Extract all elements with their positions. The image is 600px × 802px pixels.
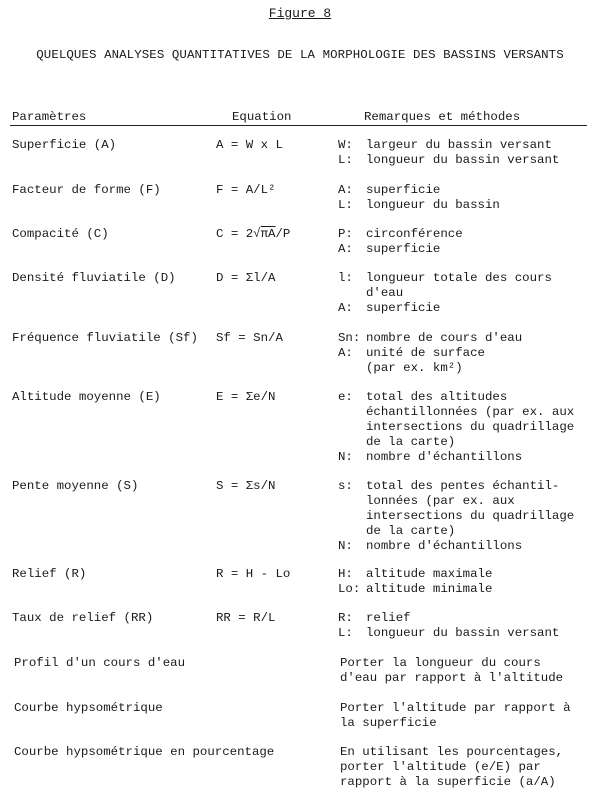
remark-text: longueur du bassin versant: [366, 626, 560, 640]
remark-text: unité de surface (par ex. km²): [366, 346, 485, 375]
remark-text: circonférence: [366, 227, 463, 241]
remark-symbol: L:: [338, 198, 353, 212]
parameter-name: Altitude moyenne (E): [12, 390, 161, 404]
remark-symbol: A:: [338, 183, 353, 197]
equation: C = 2√πA/P: [216, 227, 291, 241]
method-text: Porter la longueur du cours d'eau par rapport à l'altitude: [340, 656, 564, 685]
remark-text: longueur totale des cours d'eau: [366, 271, 552, 300]
equation: S = Σs/N: [216, 479, 276, 493]
equation: Sf = Sn/A: [216, 331, 283, 345]
remark-text: largeur du bassin versant: [366, 138, 552, 152]
parameter-name: Densité fluviatile (D): [12, 271, 176, 285]
remark-symbol: A:: [338, 301, 353, 315]
page-title: QUELQUES ANALYSES QUANTITATIVES DE LA MORPHOLOGIE DES BASSINS VERSANTS: [36, 48, 564, 62]
remark-text: nombre d'échantillons: [366, 539, 523, 553]
parameter-name: Superficie (A): [12, 138, 117, 152]
remark-text: altitude maximale: [366, 567, 493, 581]
header-rule: [10, 125, 587, 126]
equation: E = Σe/N: [216, 390, 276, 404]
equation: RR = R/L: [216, 611, 276, 625]
remark-text: longueur du bassin: [366, 198, 500, 212]
remark-symbol: Sn:: [338, 331, 361, 345]
remarks: [338, 331, 588, 376]
remarks: [338, 479, 588, 554]
remarks: [338, 227, 588, 257]
remark-symbol: s:: [338, 479, 353, 493]
remarks: [338, 183, 588, 213]
remark-text: altitude minimale: [366, 582, 493, 596]
remark-symbol: e:: [338, 390, 353, 404]
remarks: [338, 390, 588, 465]
method-text: Porter l'altitude par rapport à la superficie: [340, 701, 571, 730]
remark-text: superficie: [366, 183, 441, 197]
remark-text: nombre de cours d'eau: [366, 331, 523, 345]
parameter-name: Facteur de forme (F): [12, 183, 161, 197]
parameter-name: Relief (R): [12, 567, 87, 581]
remark-symbol: Lo:: [338, 582, 361, 596]
header-parameters: Paramètres: [12, 110, 87, 124]
figure-label: Figure 8: [268, 6, 332, 21]
remark-symbol: L:: [338, 626, 353, 640]
remarks: [338, 567, 588, 597]
remark-symbol: l:: [338, 271, 353, 285]
remark-symbol: A:: [338, 346, 353, 360]
remark-symbol: W:: [338, 138, 353, 152]
remark-text: superficie: [366, 301, 441, 315]
header-equation: Equation: [232, 110, 292, 124]
equation: F = A/L²: [216, 183, 276, 197]
equation: D = Σl/A: [216, 271, 276, 285]
remark-symbol: H:: [338, 567, 353, 581]
remark-text: superficie: [366, 242, 441, 256]
method-text: En utilisant les pourcentages, porter l'altitude (e/E) par rapport à la superficie (a/A): [340, 745, 564, 789]
remark-text: relief: [366, 611, 411, 625]
remark-symbol: L:: [338, 153, 353, 167]
remark-symbol: A:: [338, 242, 353, 256]
parameter-name: Courbe hypsométrique en pourcentage: [14, 745, 275, 759]
remark-symbol: R:: [338, 611, 353, 625]
header-remarks: Remarques et méthodes: [364, 110, 521, 124]
equation: A = W x L: [216, 138, 283, 152]
remarks: [338, 271, 588, 316]
remark-text: total des altitudes échantillonnées (par ex. aux intersections du quadrillage de la carte): [366, 390, 575, 449]
parameter-name: Compacité (C): [12, 227, 109, 241]
remark-text: nombre d'échantillons: [366, 450, 523, 464]
equation: R = H - Lo: [216, 567, 291, 581]
remark-text: total des pentes échantil-lonnées (par ex. aux intersections du quadrillage de la carte): [366, 479, 575, 538]
remark-symbol: N:: [338, 539, 353, 553]
parameter-name: Profil d'un cours d'eau: [14, 656, 186, 670]
remark-text: longueur du bassin versant: [366, 153, 560, 167]
remarks: [338, 138, 588, 168]
parameter-name: Pente moyenne (S): [12, 479, 139, 493]
parameter-name: Courbe hypsométrique: [14, 701, 163, 715]
remarks: [338, 611, 588, 641]
parameter-name: Fréquence fluviatile (Sf): [12, 331, 198, 345]
parameter-name: Taux de relief (RR): [12, 611, 154, 625]
remark-symbol: P:: [338, 227, 353, 241]
remark-symbol: N:: [338, 450, 353, 464]
